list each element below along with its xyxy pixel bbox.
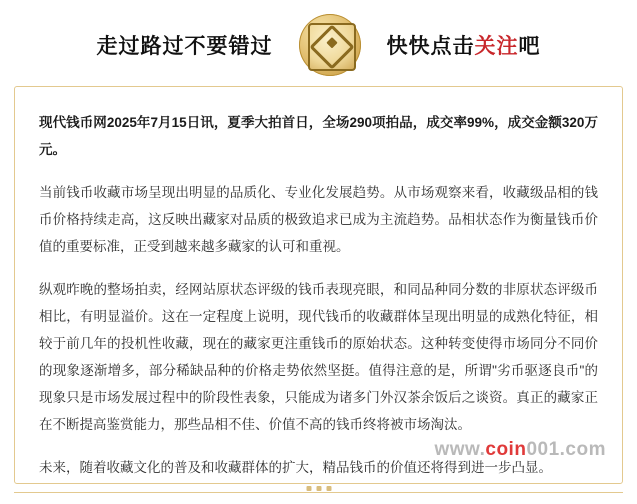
logo-inner-square [308, 23, 356, 71]
banner-right-text [387, 30, 541, 60]
article-card [14, 86, 623, 484]
banner-right-prefix: 快快点击 [386, 35, 475, 58]
article-paragraph-1: 现代钱币网2025年7月15日讯，夏季大拍首日，全场290项拍品，成交率99%，成交金额320万元。 [39, 115, 598, 157]
watermark-prefix: www. [434, 439, 486, 460]
footer-dot [306, 486, 311, 491]
banner-right-suffix: 吧 [518, 35, 541, 58]
article-paragraph-3: 纵观昨晚的整场拍卖，经网站原状态评级的钱币表现亮眼，和同品种同分数的非原状态评级币相比，有明显溢价。这在一定程度上说明，现代钱币的收藏群体呈现出明显的成熟化特征，相较于前几年的投机性收藏，现在的藏家更注重钱币的原始状态。这种转变使得市场同分不同价的现象逐渐增多，部分稀缺品种的价格走势依然坚挺。值得注意的是，所谓"劣币驱逐良币"的现象只是市场发展过程中的阶段性表象，只能成为诸多门外汉茶余饭后之谈资。真正的藏家正在不断提高鉴赏能力，那些品相不佳、价值不高的钱币终将被市场淘汰。 [39, 282, 598, 432]
footer-ornament [0, 484, 637, 504]
article-paragraph-4: 未来，随着收藏文化的普及和收藏群体的扩大，精品钱币的价值还将得到进一步凸显。 [39, 460, 552, 475]
header-banner [0, 0, 637, 86]
watermark-number: 001 [526, 439, 560, 460]
footer-divider [14, 492, 623, 493]
footer-dots-icon [296, 486, 341, 491]
footer-dot [326, 486, 331, 491]
watermark-suffix: .com [559, 439, 606, 460]
logo-diamond-glyph [309, 24, 354, 69]
article-paragraph-2: 当前钱币收藏市场呈现出明显的品质化、专业化发展趋势。从市场观察来看，收藏级品相的钱币价格持续走高，这反映出藏家对品质的极致追求已成为主流趋势。品相状态作为衡量钱币价值的重要标准，正受到越来越多藏家的认可和重视。 [39, 185, 598, 254]
footer-dot [316, 486, 321, 491]
watermark-brand: coin [485, 439, 527, 460]
banner-right-highlight: 关注 [474, 35, 519, 58]
coin-emblem-icon [299, 14, 361, 76]
banner-left-text: 走过路过不要错过 [96, 35, 273, 58]
